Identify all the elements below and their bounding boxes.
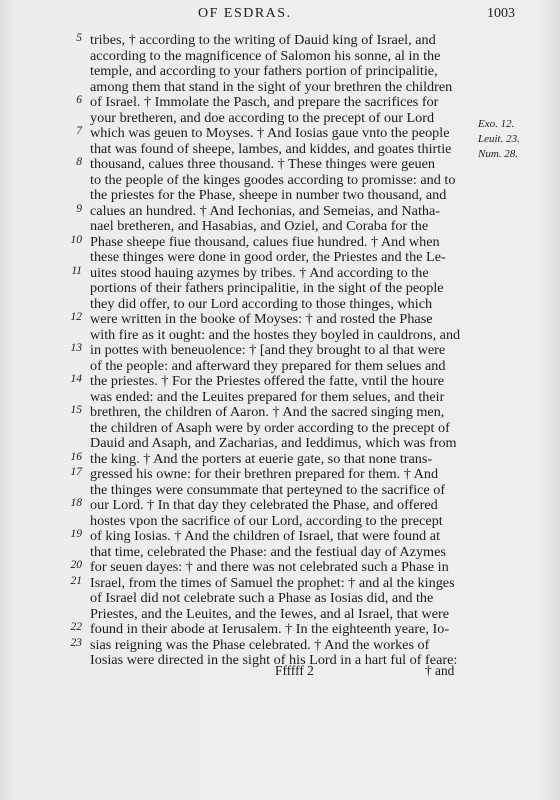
line-text: that time, celebrated the Phase: and the festiual day of Azymes xyxy=(90,543,446,559)
line-text: these thinges were done in good order, the Priestes and the Le- xyxy=(90,249,446,264)
verse-number: 19 xyxy=(70,528,82,540)
line-text: hostes vpon the sacrifice of our Lord, according to the precept xyxy=(90,512,443,528)
line-text: of Israel did not celebrate such a Phase as Iosias did, and the xyxy=(90,590,434,605)
line-text: among them that stand in the sight of your brethren the children xyxy=(90,78,453,94)
line-text: of king Iosias. † And the children of Israel, that were found at xyxy=(90,528,441,543)
line-text: thousand, calues three thousand. † These thinges were geuen xyxy=(90,156,436,171)
line-text: to the people of the kinges goodes according to promisse: and to xyxy=(90,171,456,187)
line-text: Iosias were directed in the sight of his Lord in a hart ful of feare: xyxy=(90,652,458,667)
page-header xyxy=(0,6,560,26)
verse-number: 17 xyxy=(70,466,82,478)
line-text: were written in the booke of Moyses: † and rosted the Phase xyxy=(90,311,433,326)
line-text: brethren, the children of Aaron. † And the sacred singing men, xyxy=(90,404,445,419)
margin-reference: Exo. 12. xyxy=(478,118,515,130)
line-text: Israel, from the times of Samuel the prophet: † and al the kinges xyxy=(90,574,455,590)
line-text: sias reigning was the Phase celebrated. † And the workes of xyxy=(90,636,430,652)
line-text: the thinges were consummate that perteyned to the sacrifice of xyxy=(90,481,446,497)
catchword: † and xyxy=(425,663,455,678)
line-text: our Lord. † In that day they celebrated the Phase, and offered xyxy=(90,497,438,512)
line-text: which was geuen to Moyses. † And Iosias gaue vnto the people xyxy=(90,125,450,140)
line-text: of the people: and afterward they prepared for them selues and xyxy=(90,357,446,373)
line-text: the priestes for the Phase, sheepe in number two thousand, and xyxy=(90,187,447,202)
verse-number: 5 xyxy=(76,32,82,44)
line-text: the priestes. † For the Priestes offered the fatte, vntil the houre xyxy=(90,373,445,388)
verse-number: 18 xyxy=(70,497,82,509)
line-text: calues an hundred. † And Iechonias, and Semeias, and Natha- xyxy=(90,202,441,218)
signature-mark: Ffffff 2 xyxy=(275,663,314,678)
line-text: Phase sheepe fiue thousand, calues fiue hundred. † And when xyxy=(90,233,440,249)
verse-number: 10 xyxy=(70,233,82,246)
line-text: temple, and according to your fathers portion of principalitie, xyxy=(90,63,438,78)
verse-number: 16 xyxy=(70,450,82,463)
line-text: the king. † And the porters at euerie gate, so that none trans- xyxy=(90,450,433,466)
line-text: uites stood hauing azymes by tribes. † And according to the xyxy=(90,264,429,280)
line-text: Dauid and Asaph, and Zacharias, and Ieddimus, which was from xyxy=(90,435,457,450)
verse-number: 6 xyxy=(76,94,82,106)
line-text: was ended: and the Leuites prepared for them selues, and their xyxy=(90,388,445,404)
line-text: that was found of sheepe, lambes, and kiddes, and goates thirtie xyxy=(90,140,452,156)
margin-reference: Leuit. 23. xyxy=(478,133,520,145)
line-text: gressed his owne: for their brethren prepared for them. † And xyxy=(90,466,439,481)
verse-number: 14 xyxy=(70,373,82,385)
line-text: of Israel. † Immolate the Pasch, and prepare the sacrifices for xyxy=(90,94,439,109)
line-text: the children of Asaph were by order according to the precept of xyxy=(90,419,450,435)
verse-number: 9 xyxy=(76,202,82,215)
verse-number: 23 xyxy=(70,636,82,649)
margin-reference: Num. 28. xyxy=(478,148,519,160)
line-text: with fire as it ought: and the hostes they boyled in cauldrons, and xyxy=(90,326,461,342)
verse-number: 22 xyxy=(70,621,82,633)
line-text: tribes, † according to the writing of Dauid king of Israel, and xyxy=(90,32,436,47)
line-text: nael bretheren, and Hasabias, and Oziel, and Coraba for the xyxy=(90,218,429,233)
verse-number: 7 xyxy=(76,125,82,137)
verse-number: 20 xyxy=(70,559,82,571)
line-text: found in their abode at Ierusalem. † In the eighteenth yeare, Io- xyxy=(90,621,450,636)
verse-number: 13 xyxy=(70,342,82,354)
line-text: your bretheren, and doe according to the precept of our Lord xyxy=(90,109,435,125)
line-text: in pottes with beneuolence: † [and they brought to al that were xyxy=(90,342,446,357)
verse-number: 12 xyxy=(70,311,82,323)
line-text: portions of their fathers principalitie, in the sight of the people xyxy=(90,280,444,295)
line-text: they did offer, to our Lord according to those thinges, which xyxy=(90,295,433,311)
verse-number: 15 xyxy=(70,404,82,416)
line-text: Priestes, and the Leuites, and the Iewes, and al Israel, that were xyxy=(90,605,450,621)
line-text: according to the magnificence of Salomon his sonne, al in the xyxy=(90,47,441,63)
verse-number: 21 xyxy=(70,574,82,587)
verse-number: 8 xyxy=(76,156,82,168)
verse-number: 11 xyxy=(71,264,82,277)
page-number: 1003 xyxy=(487,6,515,21)
running-head: OF ESDRAS. xyxy=(198,6,292,21)
line-text: for seuen dayes: † and there was not celebrated such a Phase in xyxy=(90,559,449,574)
